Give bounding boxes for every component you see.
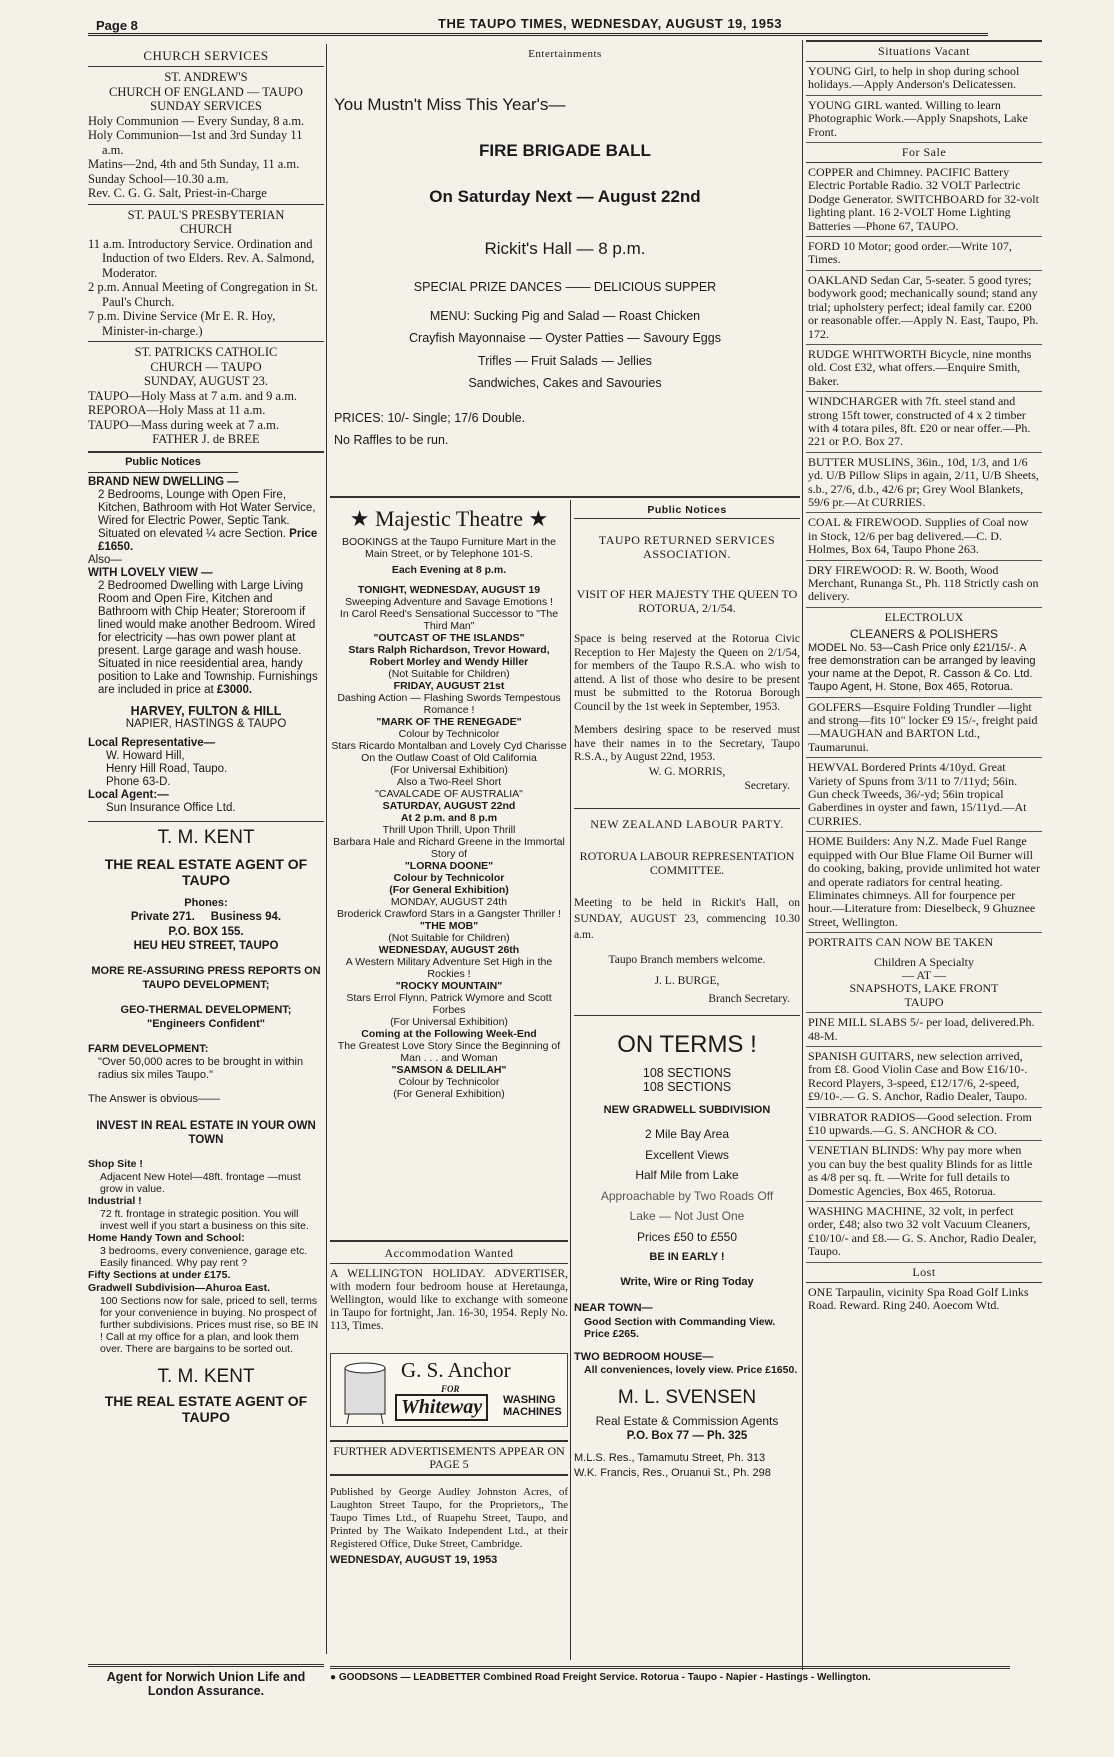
column-rule: [802, 40, 803, 1670]
program-line: The Greatest Love Story Since the Beginning of Man . . . and Woman: [337, 1040, 561, 1064]
program-line: Barbara Hale and Richard Greene in the Immortal Story of: [333, 836, 565, 860]
classified-ad: [806, 1141, 1042, 1202]
program-line: "CAVALCADE OF AUSTRALIA": [375, 788, 523, 800]
classified-ad: [806, 237, 1042, 271]
portraits-line: — AT —: [902, 967, 946, 982]
program-line: (For Universal Exhibition): [390, 1016, 508, 1028]
also-label: Also—: [88, 553, 122, 566]
situations-title: Situations Vacant: [806, 40, 1042, 62]
kent-street: HEU HEU STREET, TAUPO: [133, 940, 279, 952]
near-town-text: Good Section with Commanding View. Price £265.: [584, 1315, 776, 1340]
program-line: Coming at the Following Week-End: [361, 1028, 537, 1040]
program-line: (Not Suitable for Children): [388, 668, 510, 680]
kent-geo: GEO-THERMAL DEVELOPMENT;: [120, 1003, 292, 1016]
ad-text: YOUNG GIRL wanted. Willing to learn Photographic Work.—Apply Snapshots, Lake Front.: [808, 97, 1028, 139]
listing-text: 72 ft. frontage in strategic position. You will invest well if you start a business on this site.: [100, 1207, 309, 1232]
portraits-line: SNAPSHOTS, LAKE FRONT: [849, 981, 999, 996]
program-line: Colour by Technicolor: [398, 728, 500, 740]
ad-text: COAL & FIREWOOD. Supplies of Coal now in Stock, 12/6 per bag delivered.—C. D. Holmes, Box 64, Taupo Phone 263.: [808, 515, 1029, 557]
imprint-area: [330, 1440, 568, 1660]
patricks-heading: ST. PATRICKS CATHOLIC: [134, 345, 278, 359]
labour-signature-title: Branch Secretary.: [708, 993, 790, 1005]
program-line: Thrill Upon Thrill, Upon Thrill: [382, 824, 516, 836]
svensen-box: P.O. Box 77 — Ph. 325: [626, 1429, 748, 1442]
classified-ad: [806, 392, 1042, 453]
harvey-fulton-hill: HARVEY, FULTON & HILL: [130, 703, 282, 718]
kent-box: P.O. BOX 155.: [168, 925, 244, 938]
rep-line: Phone 63-D.: [106, 775, 171, 788]
listing-text: Adjacent New Hotel—48ft. frontage —must grow in value.: [100, 1170, 301, 1195]
program-line: "OUTCAST OF THE ISLANDS": [373, 632, 525, 644]
ad-text: OAKLAND Sedan Car, 5-seater. 5 good tyres; bodywork good; mechanically sound; stand any trial; upholstery perfect; ideal family car. £200 or reasonable offer.—Apply N. East, Taupo, Ph. 172.: [808, 272, 1039, 341]
service-line: TAUPO—Holy Mass at 7 a.m. and 9 a.m.: [88, 388, 298, 403]
ball-menu-line: MENU: Sucking Pig and Salad — Roast Chicken: [429, 308, 701, 323]
ad-text: WINDCHARGER with 7ft. steel stand and strong 15ft tower, constructed of 4 x 2 timber with 4 totara piles, 8ft. £20 or near offer.—Ph. 221 or P.O. Box 27.: [808, 394, 1031, 449]
listing-text: 3 bedrooms, every convenience, garage etc. Easily financed. Why pay rent ?: [100, 1244, 308, 1269]
classified-ad: [806, 1202, 1042, 1263]
classified-ad: [806, 271, 1042, 345]
patricks-heading: CHURCH — TAUPO: [150, 359, 262, 374]
view-text: 2 Bedroomed Dwelling with Large Living Room and Open Fire, Kitchen and Bathroom with Chip Heater; Storeroom if lined would make another Bedroom. Wired for electricity —has own power plant at present. Large garage and wash house. Situated in nice reesidential area, handy position to Lake and Township. Furnishings are included in price at: [98, 579, 318, 696]
electrolux-title: ELECTROLUX: [884, 609, 964, 624]
forsale-title: For Sale: [806, 143, 1042, 163]
service-line: 2 p.m. Annual Meeting of Congregation in St. Paul's Church.: [88, 280, 318, 309]
entertainments-title: Entertainments: [528, 48, 602, 60]
ball-raffles: No Raffles to be run.: [334, 433, 449, 447]
church-services-title: CHURCH SERVICES: [143, 48, 269, 63]
dwelling-text: 2 Bedrooms, Lounge with Open Fire, Kitchen, Bathroom with Hot Water Service, Wired for Electric Power, Septic Tank. Situated on elevated ¼ acre Section.: [98, 488, 316, 540]
rsa-members-notice: Members desiring space to be reserved must have their names in to the Secretary, Taupo R.S.A., by August 22nd, 1953.: [574, 724, 800, 763]
portraits-title: PORTRAITS CAN NOW BE TAKEN: [808, 935, 994, 950]
service-line: Sunday School—10.30 a.m.: [88, 171, 229, 186]
portraits-line: Children A Specialty: [874, 954, 974, 969]
program-line: TONIGHT, WEDNESDAY, AUGUST 19: [357, 584, 541, 596]
classified-ad: [806, 345, 1042, 392]
listing-text: 100 Sections now for sale, priced to sell, terms for your convenience in buying. No prospect of further subdivisions. Prices must rise, so BE IN ! Call at my office for a plan, and look them over. There are bargains to be sorted out.: [100, 1294, 319, 1355]
ball-menu-line: Trifles — Fruit Salads — Jellies: [478, 353, 652, 368]
program-line: SATURDAY, AUGUST 22nd: [382, 800, 516, 812]
two-bedroom: TWO BEDROOM HOUSE—: [574, 1350, 714, 1363]
whiteway-logo: Whiteway: [395, 1394, 488, 1421]
terms-line: 2 Mile Bay Area: [644, 1127, 730, 1141]
left-public-notices: [88, 451, 324, 815]
imprint-text: Published by George Audley Johnston Acres, of Laughton Street Taupo, for the Proprietors,, The Taupo Times Ltd., of Ruapehu Street, Taupo, and Printed by The Waikato Independent Ltd., at their Registered Office, Duke Street, Cambridge.: [330, 1486, 568, 1550]
program-line: FRIDAY, AUGUST 21st: [393, 680, 505, 692]
right-column: [806, 40, 1042, 1660]
ad-text: PINE MILL SLABS 5/- per load, delivered.Ph. 48-M.: [808, 1015, 1035, 1043]
ad-text: DRY FIREWOOD: R. W. Booth, Wood Merchant, Runanga St., Ph. 118 Strictly cash on delivery.: [808, 562, 1039, 604]
kent-business-phone: Business 94.: [210, 911, 282, 923]
star-icon: ★: [349, 506, 370, 531]
ad-text: RUDGE WHITWORTH Bicycle, nine months old. Cost £32, what offers.—Enquire Smith, Baker.: [808, 346, 1032, 388]
norwich-footer: [88, 1664, 324, 1698]
public-notices-title: Public Notices: [88, 453, 238, 473]
kent-private-phone: Private 271.: [130, 911, 195, 923]
ball-special: SPECIAL PRIZE DANCES —— DELICIOUS SUPPER: [413, 280, 717, 294]
listing-head: Industrial !: [88, 1194, 142, 1207]
electrolux-ad: [806, 608, 1042, 698]
service-line: 7 p.m. Divine Service (Mr E. R. Hoy, Minister-in-charge.): [88, 309, 276, 338]
rsa-heading: TAUPO RETURNED SERVICES ASSOCIATION.: [598, 533, 776, 561]
kent-farm-quote: "Over 50,000 acres to be brought in within radius six miles Taupo.": [98, 1056, 304, 1081]
program-line: Broderick Crawford Stars in a Gangster Thriller !: [337, 908, 561, 920]
program-line: A Western Military Adventure Set High in the Rockies !: [345, 956, 553, 980]
further-ads-note: FURTHER ADVERTISEMENTS APPEAR ON PAGE 5: [333, 1444, 565, 1471]
page-number: Page 8: [96, 18, 138, 33]
program-line: "LORNA DOONE": [404, 860, 494, 872]
terms-line: Excellent Views: [645, 1147, 729, 1162]
harvey-offices: NAPIER, HASTINGS & TAUPO: [125, 717, 287, 730]
terms-sections: 108 SECTIONS: [642, 1080, 732, 1094]
svensen-sub: Real Estate & Commission Agents: [595, 1414, 779, 1428]
church-patricks: [88, 341, 324, 447]
portraits-ad: [806, 933, 1042, 1013]
ball-date: On Saturday Next — August 22nd: [429, 187, 701, 206]
lost-title: Lost: [806, 1263, 1042, 1283]
page-header: [88, 14, 988, 36]
local-rep-label: Local Representative—: [88, 736, 216, 749]
ball-lead: You Mustn't Miss This Year's—: [334, 95, 566, 114]
pauls-heading: ST. PAUL'S PRESBYTERIAN: [127, 207, 285, 222]
service-line: Holy Communion—1st and 3rd Sunday 11 a.m.: [88, 128, 303, 157]
rsa-space-notice: Space is being reserved at the Rotorua Civic Reception to Her Majesty the Queen on 2/1/54, for members of the Taupo R.S.A. who wish to attend. A list of those who desire to be present must be submitted to the Rotorua Borough Council by the 1st week in September, 1953.: [574, 633, 800, 713]
classified-ad: [806, 513, 1042, 560]
ball-title: FIRE BRIGADE BALL: [479, 141, 651, 160]
ball-menu-line: Sandwiches, Cakes and Savouries: [468, 376, 662, 390]
program-line: "THE MOB": [419, 920, 479, 932]
rsa-signature-title: Secretary.: [744, 780, 790, 792]
ad-text: COPPER and Chimney. PACIFIC Battery Electric Portable Radio. 32 VOLT Parlectric Dodge Generator. SWITCHBOARD for 32-volt lighting plant. 16 2-VOLT Home Lighting Batteries —Phone 67, TAUPO.: [808, 165, 1039, 233]
terms-line: BE IN EARLY !: [649, 1251, 725, 1263]
program-line: In Carol Reed's Sensational Successor to "The Third Man": [339, 608, 559, 632]
majestic-bookings: BOOKINGS at the Taupo Furniture Mart in the Main Street, or by Telephone 101-S.: [342, 536, 556, 560]
pauls-heading: CHURCH: [179, 222, 233, 236]
listing-head: Fifty Sections at under £175.: [88, 1268, 231, 1281]
rep-line: Henry Hill Road, Taupo.: [106, 762, 228, 775]
anchor-name: G. S. Anchor: [401, 1358, 511, 1382]
electrolux-sub: CLEANERS & POLISHERS: [849, 627, 999, 642]
portraits-line: TAUPO: [904, 994, 944, 1009]
majestic-program: [330, 584, 568, 1100]
andrews-services: SUNDAY SERVICES: [150, 99, 262, 113]
left-column: [88, 46, 324, 1666]
service-line: REPOROA—Holy Mass at 11 a.m.: [88, 403, 266, 417]
church-andrews: [88, 66, 324, 201]
service-line: 11 a.m. Introductory Service. Ordination and Induction of two Elders. Rev. A. Salmond, Moderator.: [88, 236, 315, 280]
ad-text: VENETIAN BLINDS: Why pay more when you can buy the best quality Blinds for as little as 4/8 per sq. ft. —Write for full details to Domestic Agencies, Box 465, Rotorua.: [808, 1143, 1033, 1198]
classified-ad: [806, 62, 1042, 96]
classified-ad: [806, 1013, 1042, 1047]
terms-line: Lake — Not Just One: [629, 1209, 745, 1223]
majestic-title: Majestic Theatre: [374, 506, 524, 531]
service-line: Holy Communion — Every Sunday, 8 a.m.: [88, 113, 305, 128]
accommodation-text: A WELLINGTON HOLIDAY. ADVERTISER, with modern four bedroom house at Heretaunga, Wellington, would like to exchange with someone in Taupo for fortnight, Jan. 16-30, 1954. Reply No. 113, Times.: [330, 1268, 568, 1332]
anchor-machines: MACHINES: [503, 1406, 562, 1418]
accommodation-wanted: [330, 1244, 568, 1444]
terms-line: Prices £50 to £550: [636, 1229, 738, 1244]
classified-ad: [806, 163, 1042, 237]
masthead: THE TAUPO TIMES, WEDNESDAY, AUGUST 19, 1953: [438, 16, 782, 31]
washing-machine-icon: [335, 1356, 395, 1426]
ad-text: FORD 10 Motor; good order.—Write 107, Times.: [808, 239, 1012, 267]
classified-ad: [806, 453, 1042, 514]
terms-write: Write, Wire or Ring Today: [620, 1275, 754, 1288]
kent-phones-label: Phones:: [184, 896, 228, 909]
ad-text: YOUNG Girl, to help in shop during school holidays.—Apply Anderson's Delicatessen.: [808, 64, 1020, 92]
listing-head: Home Handy Town and School:: [88, 1231, 245, 1244]
terms-line: Half Mile from Lake: [635, 1168, 739, 1182]
patricks-heading: SUNDAY, AUGUST 23.: [143, 374, 269, 388]
dwelling-heading: BRAND NEW DWELLING —: [88, 475, 239, 488]
public-notices-title: Public Notices: [574, 502, 800, 519]
column-rule: [326, 44, 327, 1654]
ball-prices: PRICES: 10/- Single; 17/6 Double.: [334, 410, 526, 425]
ad-text: ONE Tarpaulin, vicinity Spa Road Golf Links Road. Reward. Ring 240. Aoecom Wtd.: [808, 1284, 1029, 1313]
labour-committee: ROTORUA LABOUR REPRESENTATION COMMITTEE.: [579, 849, 795, 877]
entertainments-ad: [330, 46, 800, 498]
mid-public-notices: [574, 502, 800, 1662]
labour-meeting: Meeting to be held in Rickit's Hall, on SUNDAY, AUGUST 23, commencing 10.30 a.m.: [574, 897, 800, 941]
near-town: NEAR TOWN—: [574, 1302, 653, 1314]
agent-line: Sun Insurance Office Ltd.: [106, 801, 236, 814]
kent-geo-quote: "Engineers Confident": [147, 1018, 265, 1030]
rep-line: W. Howard Hill,: [106, 749, 185, 762]
classified-ad: [806, 698, 1042, 759]
kent-name: T. M. KENT: [157, 826, 255, 848]
classified-ad: [806, 1108, 1042, 1142]
anchor-for: FOR: [441, 1384, 460, 1394]
classified-ad: [806, 758, 1042, 832]
classified-ad: [806, 96, 1042, 143]
program-line: Stars Ricardo Montalban and Lovely Cyd Charisse: [331, 740, 567, 752]
star-icon: ★: [528, 506, 549, 531]
ad-text: WASHING MACHINE, 32 volt, in perfect order, £48; also two 32 volt Vacuum Cleaners, £10/10/- and £8.— G. S. Anchor, Radio Dealer, Taupo.: [808, 1204, 1037, 1259]
listing-head: Shop Site !: [88, 1157, 143, 1170]
kent-ad-1: [88, 821, 324, 1425]
on-terms-ad: [574, 1015, 800, 1481]
program-line: Sweeping Adventure and Savage Emotions !: [345, 596, 553, 608]
program-line: At 2 p.m. and 8 p.m: [400, 812, 498, 824]
ad-text: GOLFERS—Esquire Folding Trundler —light and strong—fits 10" locker £9 15/-, freight paid—MAUGHAN and BARTON Ltd., Taumarunui.: [808, 699, 1038, 754]
goodsons-footer: ● GOODSONS — LEADBETTER Combined Road Freight Service. Rotorua - Taupo - Napier - Hastings - Wellington.: [330, 1666, 1010, 1683]
service-line: TAUPO—Mass during week at 7 a.m.: [88, 417, 279, 432]
view-price: £3000.: [216, 683, 253, 696]
andrews-church: CHURCH OF ENGLAND — TAUPO: [109, 84, 303, 99]
kent-invest: INVEST IN REAL ESTATE IN YOUR OWN TOWN: [96, 1119, 316, 1146]
ad-text: VIBRATOR RADIOS—Good selection. From £10 upwards.—G. S. ANCHOR & CO.: [808, 1109, 1032, 1137]
norwich-text: Agent for Norwich Union Life and London Assurance.: [106, 1670, 306, 1698]
terms-title: ON TERMS !: [617, 1030, 757, 1058]
program-line: WEDNESDAY, AUGUST 26th: [378, 944, 520, 956]
view-heading: WITH LOVELY VIEW —: [88, 566, 213, 579]
priest-name: FATHER J. de BREE: [152, 432, 260, 446]
kent-tagline: THE REAL ESTATE AGENT OF TAUPO: [104, 1392, 308, 1425]
labour-welcome: Taupo Branch members welcome.: [608, 954, 766, 966]
andrews-heading: ST. ANDREW'S: [164, 70, 248, 84]
classified-ad: [806, 1283, 1042, 1316]
column-rule: [570, 500, 571, 1660]
program-line: (For General Exhibition): [389, 884, 509, 896]
terms-line: Approachable by Two Roads Off: [600, 1188, 774, 1203]
program-line: On the Outlaw Coast of Old California: [361, 752, 537, 764]
majestic-evening: Each Evening at 8 p.m.: [391, 564, 507, 576]
program-line: Dashing Action — Flashing Swords Tempestous Romance !: [337, 692, 561, 716]
program-line: Stars Errol Flynn, Patrick Wymore and Scott Forbes: [346, 992, 552, 1016]
labour-party: NEW ZEALAND LABOUR PARTY.: [590, 816, 784, 831]
classified-ad: [806, 832, 1042, 933]
church-pauls: [88, 204, 324, 339]
ball-venue: Rickit's Hall — 8 p.m.: [484, 239, 646, 258]
kent-farm: FARM DEVELOPMENT:: [88, 1042, 209, 1055]
program-line: "ROCKY MOUNTAIN": [395, 980, 503, 992]
rsa-signature: W. G. MORRIS,: [648, 765, 726, 778]
program-line: "MARK OF THE RENEGADE": [376, 716, 522, 728]
ad-text: BUTTER MUSLINS, 36in., 10d, 1/3, and 1/6 yd. U/B Pillow Slips in again, 2/11, U/B Sheets, s.b., 27/6, d.b., 42/6 pr; Grey Wool Blankets, 59/6 pr.—At CURRIES.: [808, 454, 1039, 509]
classified-ad: [806, 561, 1042, 608]
labour-signature: J. L. BURGE,: [654, 974, 720, 987]
program-line: (Not Suitable for Children): [388, 932, 510, 944]
ad-text: SPANISH GUITARS, new selection arrived, from £8. Good Violin Case and Bow £16/10-. Record Players, 3-speed, £12/17/6, 2-speed, £9/10-.— G. S. Anchor, Radio Dealer, Taupo.: [808, 1048, 1028, 1104]
program-line: (For General Exhibition): [393, 1088, 505, 1100]
kent-answer: The Answer is obvious——: [88, 1093, 221, 1105]
program-line: (For Universal Exhibition): [390, 764, 508, 776]
anchor-ad: [330, 1353, 568, 1427]
program-line: Colour by Technicolor: [398, 1076, 500, 1088]
dwelling-price: Price £1650.: [98, 527, 318, 553]
svensen-res: M.L.S. Res., Tamamutu Street, Ph. 313: [574, 1452, 766, 1464]
queen-visit: VISIT OF HER MAJESTY THE QUEEN TO ROTORUA, 2/1/54.: [576, 587, 798, 615]
kent-name: T. M. KENT: [157, 1365, 255, 1387]
listing-head: Gradwell Subdivision—Ahuroa East.: [88, 1281, 271, 1294]
kent-reports: MORE RE-ASSURING PRESS REPORTS ON TAUPO DEVELOPMENT;: [91, 964, 321, 991]
anchor-washing: WASHING: [503, 1394, 556, 1406]
accommodation-title: Accommodation Wanted: [330, 1244, 568, 1264]
terms-subdivision: NEW GRADWELL SUBDIVISION: [603, 1103, 771, 1116]
ad-text: HOME Builders: Any N.Z. Made Fuel Range equipped with Our Blue Flame Oil Burner will do cooking, baking, provide unlimited hot water and operate radiators for central heating. Eliminates chimneys. All for fourpence per hour.—Literature from: Dieselbeck, 9 Ghuznee Street, Wellington.: [808, 834, 1040, 929]
service-line: Rev. C. G. G. Salt, Priest-in-Charge: [88, 186, 267, 200]
majestic-theatre-ad: [330, 502, 568, 1242]
program-line: MONDAY, AUGUST 24th: [390, 896, 508, 908]
program-line: "SAMSON & DELILAH": [391, 1064, 507, 1076]
classified-ad: [806, 1047, 1042, 1108]
kent-tagline: THE REAL ESTATE AGENT OF TAUPO: [104, 855, 308, 888]
svensen-name: M. L. SVENSEN: [617, 1387, 757, 1408]
service-line: Matins—2nd, 4th and 5th Sunday, 11 a.m.: [88, 157, 300, 171]
two-bedroom-text: All conveniences, lovely view. Price £1650.: [584, 1364, 798, 1376]
svensen-res: W.K. Francis, Res., Oruanui St., Ph. 298: [574, 1466, 771, 1479]
program-line: Also a Two-Reel Short: [396, 776, 502, 788]
electrolux-text: MODEL No. 53—Cash Price only £21/15/-. A free demonstration can be arranged by leaving your name at the Depot, R. Casson & Co. Ltd. Taupo Agent, H. Stone, Box 465, Rotorua.: [808, 641, 1036, 693]
program-line: Stars Ralph Richardson, Trevor Howard, Robert Morley and Wendy Hiller: [348, 644, 550, 668]
imprint-date: WEDNESDAY, AUGUST 19, 1953: [330, 1554, 498, 1566]
ball-menu-line: Crayfish Mayonnaise — Oyster Patties — Savoury Eggs: [409, 331, 721, 345]
ad-text: HEWVAL Bordered Prints 4/10yd. Great Variety of Spuns from 3/11 to 7/11yd; 56in. Gun check Tweeds, 36/-yd; 56in tropical Gaberdines in oyster and fawn, 15/11yd.—At CURRIES.: [808, 760, 1027, 828]
terms-sections: 108 SECTIONS: [642, 1065, 732, 1080]
local-agent-label: Local Agent:—: [88, 788, 169, 801]
program-line: Colour by Technicolor: [393, 872, 505, 884]
